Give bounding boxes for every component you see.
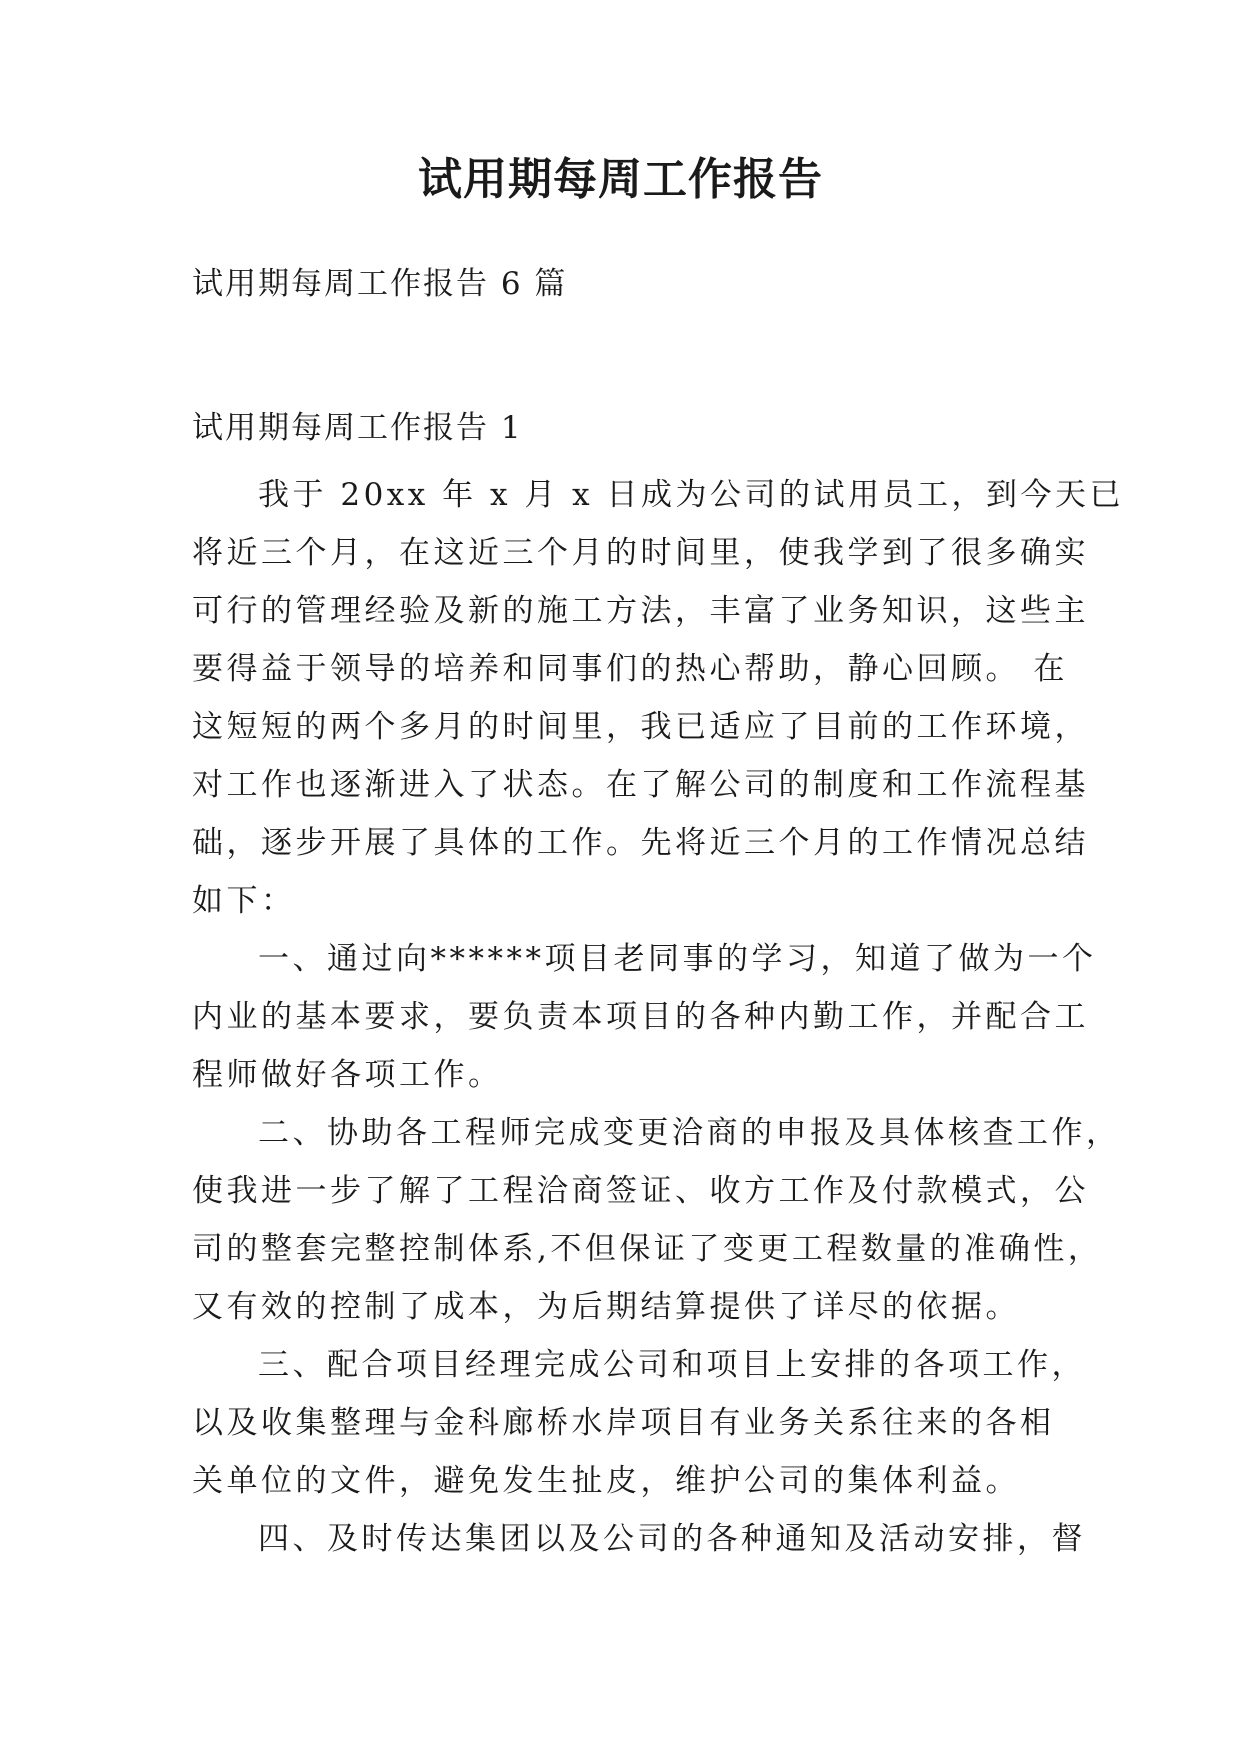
- body-line: 三、配合项目经理完成公司和项目上安排的各项工作，: [258, 1347, 1086, 1383]
- body-line: 础，逐步开展了具体的工作。先将近三个月的工作情况总结: [192, 825, 1089, 861]
- body-line: 使我进一步了解了工程洽商签证、收方工作及付款模式，公: [192, 1173, 1089, 1209]
- body-line: 又有效的控制了成本，为后期结算提供了详尽的依据。: [192, 1289, 1020, 1325]
- body-line: 四、及时传达集团以及公司的各种通知及活动安排，督: [258, 1521, 1086, 1557]
- body-line: 关单位的文件，避免发生扯皮，维护公司的集体利益。: [192, 1463, 1020, 1499]
- body-line: 以及收集整理与金科廊桥水岸项目有业务关系往来的各相: [192, 1405, 1055, 1441]
- body-line: 将近三个月，在这近三个月的时间里，使我学到了很多确实: [192, 535, 1089, 571]
- section-heading: 试用期每周工作报告 1: [192, 410, 523, 446]
- body-line: 内业的基本要求，要负责本项目的各种内勤工作，并配合工: [192, 999, 1089, 1035]
- body-line: 这短短的两个多月的时间里，我已适应了目前的工作环境，: [192, 709, 1089, 745]
- body-line: 对工作也逐渐进入了状态。在了解公司的制度和工作流程基: [192, 767, 1089, 803]
- body-line: 要得益于领导的培养和同事们的热心帮助，静心回顾。 在: [192, 651, 1068, 687]
- body-line: 司的整套完整控制体系,不但保证了变更工程数量的准确性，: [192, 1231, 1103, 1267]
- body-text: [192, 466, 1124, 1568]
- body-line: 一、通过向******项目老同事的学习，知道了做为一个: [258, 941, 1097, 977]
- body-line: 二、协助各工程师完成变更洽商的申报及具体核查工作，: [258, 1115, 1121, 1151]
- body-line: 如下：: [192, 883, 296, 919]
- document-subtitle: 试用期每周工作报告 6 篇: [192, 266, 568, 302]
- body-line: 可行的管理经验及新的施工方法，丰富了业务知识，这些主: [192, 593, 1089, 629]
- document-title: 试用期每周工作报告: [418, 154, 823, 205]
- body-line: 程师做好各项工作。: [192, 1057, 503, 1093]
- body-line: 我于 20xx 年 x 月 x 日成为公司的试用员工，到今天已: [258, 477, 1124, 513]
